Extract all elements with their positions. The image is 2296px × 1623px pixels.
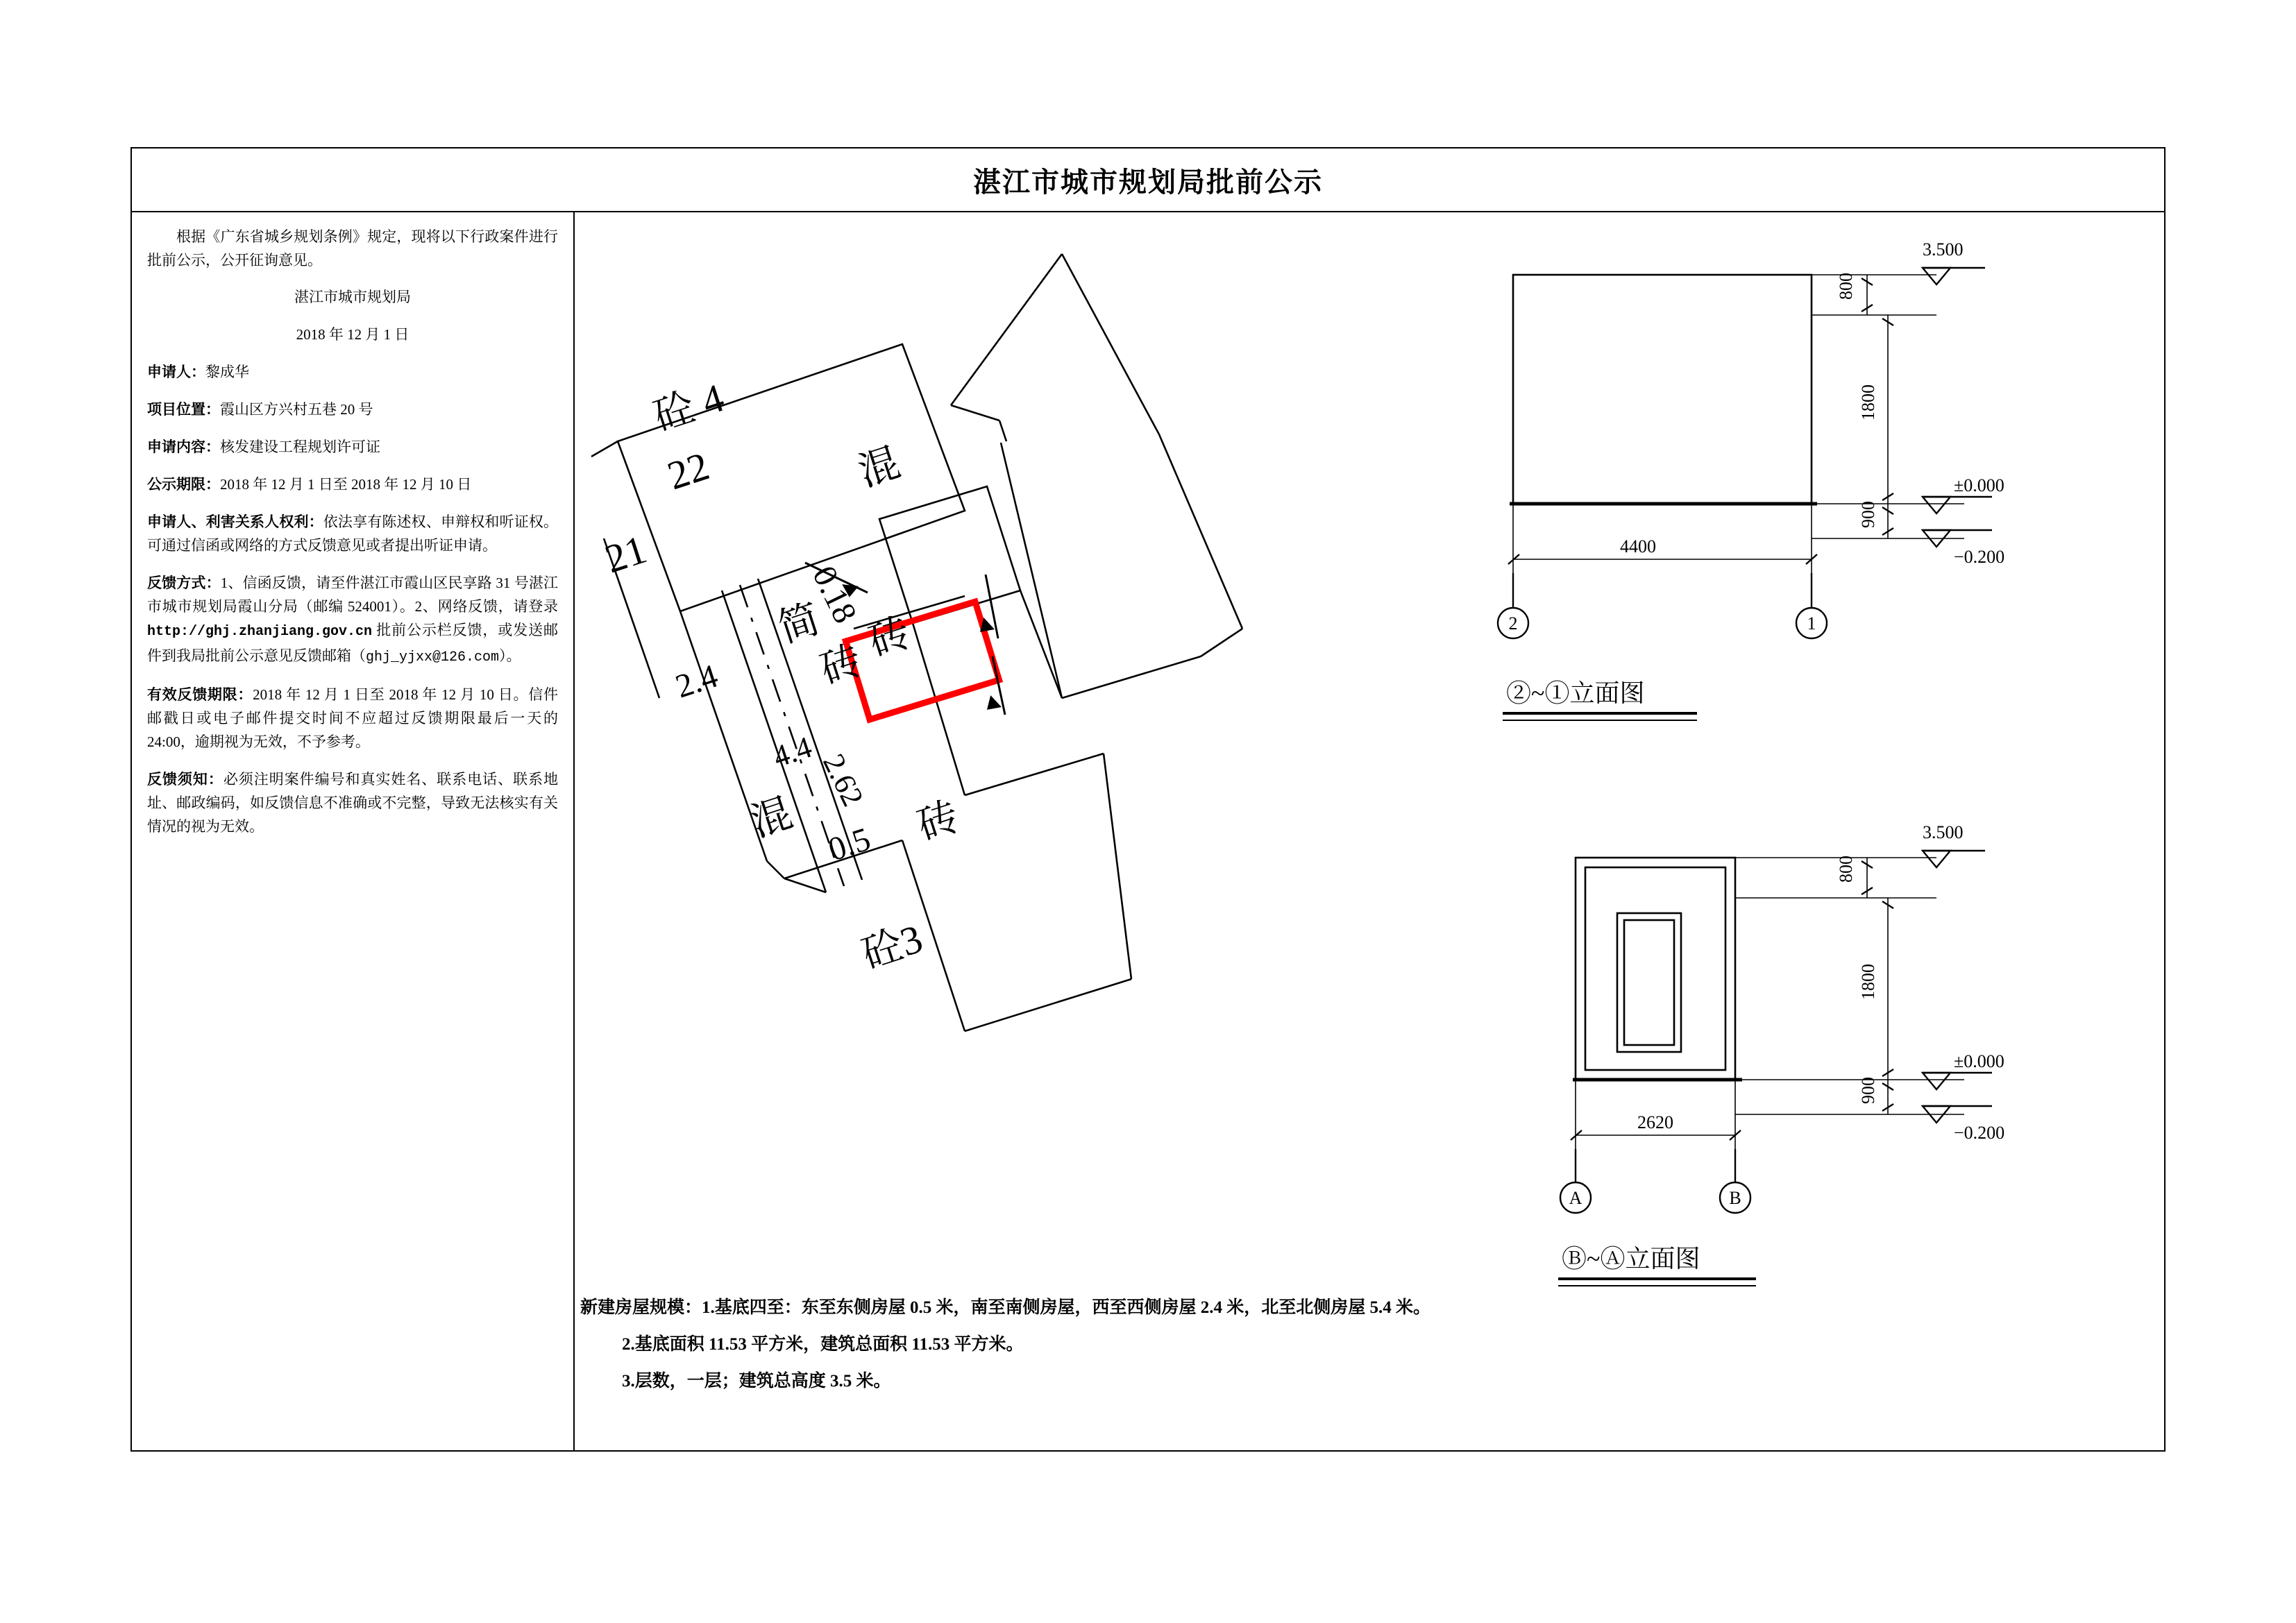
bldg-u2-a: [1159, 434, 1242, 629]
plan-label-jian: 简: [773, 595, 826, 652]
plan-label-zhuan-3: 砖: [814, 637, 868, 693]
bottom-level-minus: −0.200: [1954, 1123, 2005, 1143]
bldg-l1-d: [965, 979, 1131, 1031]
top-level-minus: −0.200: [1954, 547, 2005, 567]
bottom-level-3500: 3.500: [1923, 822, 1964, 842]
top-width-dim: 4400: [1620, 536, 1656, 556]
rights-label: 申请人、利害关系人权利：: [147, 513, 323, 531]
plan-label-hun-bottom: 混: [745, 790, 798, 846]
plan-label-tong3: 砼3: [856, 915, 928, 978]
top-dim-1800: 1800: [1858, 384, 1878, 420]
plan-dim-44: 4.4: [768, 729, 816, 774]
notice-requirements-row: [147, 767, 558, 838]
parcel-line-e: [913, 623, 965, 795]
content-row: [147, 435, 558, 459]
bldg-l1-f: [767, 861, 784, 878]
rights-row: [147, 510, 558, 557]
bldg-u1-a: [951, 254, 1062, 405]
bottom-width-dim: 2620: [1637, 1112, 1673, 1132]
top-axis-right-label: 1: [1807, 613, 1816, 634]
document-frame: [130, 147, 2166, 1452]
dim-arrow-3-head: [988, 697, 999, 708]
plan-dim-262: 2.62: [816, 748, 870, 812]
rights-value: 依法享有陈述权、申辩权和听证权。可通过信函或网络的方式反馈意见或者提出听证申请。: [147, 513, 559, 554]
bldg-l1-b: [784, 878, 826, 892]
bldg-u1-c: [951, 405, 999, 420]
valid-period-row: [147, 683, 558, 754]
issuer-name: 湛江市城市规划局: [294, 289, 411, 306]
top-dim-900: 900: [1858, 501, 1878, 528]
elevation-drawings: [1437, 212, 2166, 1295]
feedback-row: [147, 571, 558, 669]
top-elevation-caption: ②~①立面图: [1506, 679, 1645, 707]
building-scale-notes: [580, 1295, 2163, 1447]
bottom-elev-door: [1617, 913, 1681, 1052]
dim-arrow-2-head: [981, 620, 993, 631]
location-label: 项目位置：: [147, 401, 220, 418]
bldg-u2-d: [1201, 629, 1242, 656]
plan-label-zhuan-2: 砖: [911, 793, 965, 849]
feedback-label: 反馈方式：: [147, 575, 221, 592]
notice-requirements-value: 必须注明案件编号和真实姓名、联系电话、联系地址、邮政编码，如反馈信息不准确或不完整，导致无法核实有关情况的视为无效。: [147, 771, 559, 835]
site-plan-svg: [576, 212, 1437, 1295]
parcel-line-f: [965, 754, 1104, 795]
period-row: [147, 473, 558, 496]
feedback-value-1: 1、信函反馈，请至件湛江市霞山区民享路 31 号湛江市城市规划局霞山分局（邮编 524001）。2、网络反馈，请登录: [147, 575, 559, 615]
top-level-marker-0000: [1923, 497, 1950, 513]
document-title-bar: [132, 148, 2164, 212]
site-plan-drawing: [576, 212, 1437, 1295]
issue-date: 2018 年 12 月 1 日: [296, 325, 410, 343]
plan-label-zhuan-1: 砖: [863, 609, 916, 665]
parcel-outline-2: [879, 486, 1020, 623]
bottom-elev-door-inner: [1624, 920, 1674, 1045]
top-level-3500: 3.500: [1923, 239, 1964, 260]
period-label: 公示期限：: [147, 476, 220, 493]
valid-period-value: 2018 年 12 月 1 日至 2018 年 12 月 10 日。信件邮戳日或电子邮件提交时间不应超过反馈期限最后一天的 24:00，逾期视为无效，不予参考。: [147, 686, 559, 751]
location-row: [147, 398, 558, 421]
applicant-value: 黎成华: [205, 364, 249, 381]
plan-label-tong4: 砼 4: [648, 375, 729, 440]
top-elev-outline: [1513, 275, 1812, 504]
plan-label-22: 22: [661, 443, 715, 499]
top-axis-left-label: 2: [1508, 613, 1518, 634]
bottom-level-zero: ±0.000: [1954, 1051, 2004, 1071]
content-value: 核发建设工程规划许可证: [220, 439, 380, 456]
drawing-column: [576, 212, 2166, 1452]
plan-dim-24: 2.4: [671, 657, 723, 706]
bottom-dim-800: 800: [1836, 856, 1856, 883]
bottom-level-marker-3500: [1923, 851, 1950, 867]
plan-dim-05: 0.5: [824, 820, 875, 869]
feedback-value-2: 批前公示栏反馈，或发送邮件到我局批前公示意见反馈邮箱（: [147, 622, 558, 664]
plan-label-21: 21: [599, 526, 652, 582]
top-level-zero: ±0.000: [1954, 475, 2004, 495]
notice-text-column: [132, 212, 575, 1452]
new-building-highlight: [846, 602, 999, 720]
parcel-line-c: [591, 441, 618, 457]
parcel-line-g: [1020, 590, 1062, 698]
feedback-email[interactable]: ghj_yjxx@126.com: [366, 649, 500, 665]
valid-period-label: 有效反馈期限：: [147, 686, 253, 704]
top-level-marker-3500: [1923, 268, 1950, 284]
plan-label-hun-top: 混: [852, 439, 906, 495]
bldg-u2-c: [1062, 656, 1201, 698]
bottom-elev-outline: [1576, 858, 1735, 1080]
bottom-elev-inner: [1585, 867, 1725, 1070]
applicant-row: [147, 360, 558, 384]
note-line-3: 3.层数，一层；建筑总高度 3.5 米。: [622, 1371, 891, 1391]
bldg-u1-d: [999, 420, 1006, 441]
elevations-svg: [1437, 212, 2166, 1295]
notice-intro: 根据《广东省城乡规划条例》规定，现将以下行政案件进行批前公示，公开征询意见。: [147, 228, 558, 269]
note-line-1: 新建房屋规模：1.基底四至：东至东侧房屋 0.5 米，南至南侧房屋，西至西侧房屋 2.4 米，北至北侧房屋 5.4 米。: [580, 1298, 1431, 1317]
location-value: 霞山区方兴村五巷 20 号: [220, 401, 373, 418]
bottom-dim-900: 900: [1858, 1077, 1878, 1104]
notice-requirements-label: 反馈须知：: [147, 771, 223, 788]
plan-dim-018: 0.18: [805, 560, 864, 629]
bottom-dim-1800: 1800: [1858, 964, 1878, 1000]
bldg-u1-b: [1062, 254, 1159, 434]
bldg-l1-e: [1104, 754, 1131, 979]
feedback-url[interactable]: http://ghj.zhanjiang.gov.cn: [147, 624, 373, 640]
applicant-label: 申请人：: [147, 364, 205, 381]
content-label: 申请内容：: [147, 439, 220, 456]
bottom-elevation-caption: Ⓑ~Ⓐ立面图: [1562, 1245, 1700, 1273]
page-title: 湛江市城市规划局批前公示: [973, 166, 1323, 198]
feedback-value-3: ）。: [499, 647, 521, 664]
period-value: 2018 年 12 月 1 日至 2018 年 12 月 10 日: [220, 476, 472, 493]
note-line-2: 2.基底面积 11.53 平方米，建筑总面积 11.53 平方米。: [622, 1334, 1024, 1354]
bottom-axis-left-label: A: [1569, 1188, 1582, 1208]
bottom-level-marker-0000: [1923, 1073, 1950, 1089]
top-dim-800: 800: [1836, 273, 1856, 300]
bottom-axis-right-label: B: [1729, 1188, 1741, 1208]
bldg-u2-b: [1001, 443, 1062, 698]
